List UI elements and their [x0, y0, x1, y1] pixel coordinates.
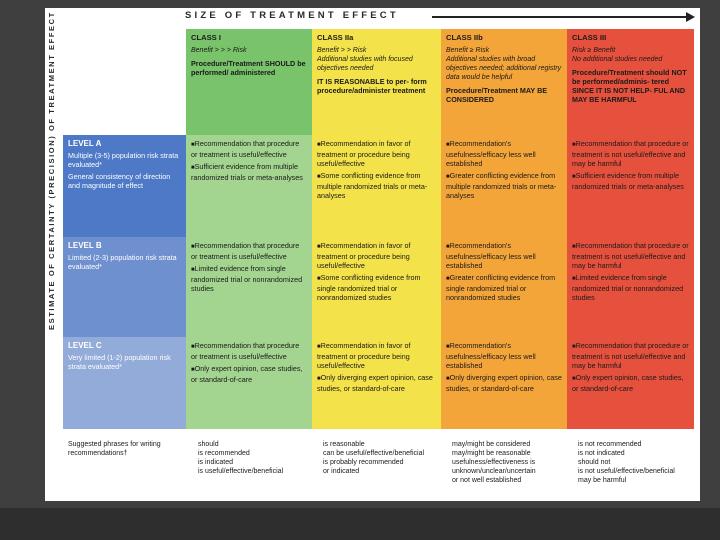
phrase: should not — [578, 459, 611, 466]
level-c-header — [63, 337, 186, 429]
class-name: CLASS IIa — [317, 33, 354, 42]
cell-c-class-iii — [567, 337, 694, 429]
cell-bullet: ■ Recommendation that procedure or treatment is not useful/effective and may be harmful — [572, 341, 689, 370]
cell-c-class-i — [186, 337, 312, 429]
class-recommendation: Procedure/Treatment MAY BE CONSIDERED — [446, 86, 548, 104]
class-iia-header — [312, 29, 441, 135]
class-name: CLASS I — [191, 33, 221, 42]
class-studies: Additional studies with broad objectives needed; additional registry data would be helpful — [446, 56, 562, 81]
cell-bullet: ■ Recommendation in favor of treatment or procedure being useful/effective — [317, 341, 436, 370]
cell-a-class-iii — [567, 135, 694, 237]
cell-bullet: ■ Some conflicting evidence from multiple randomized trials or meta-analyses — [317, 171, 436, 200]
phrases-class-iia — [318, 436, 441, 496]
phrase: is reasonable — [323, 441, 365, 448]
class-benefit: Risk ≥ Benefit — [572, 47, 616, 54]
cell-bullet: ■ Limited evidence from single randomized trial or nonrandomized studies — [572, 273, 689, 302]
phrases-class-i — [193, 436, 312, 496]
phrase: is recommended — [198, 450, 250, 457]
cell-bullet: ■ Recommendation's usefulness/efficacy less well established — [446, 241, 562, 270]
phrase: should — [198, 441, 219, 448]
class-studies: No additional studies needed — [572, 56, 663, 63]
cell-bullet: ■ Recommendation in favor of treatment or procedure being useful/effective — [317, 139, 436, 168]
class-iib-header — [441, 29, 567, 135]
class-recommendation: Procedure/Treatment should NOT be performed/adminis- tered SINCE IT IS NOT HELP- FUL AND MAY BE HARMFUL — [572, 68, 687, 104]
slide-footer-band — [0, 508, 720, 540]
level-a-header — [63, 135, 186, 237]
level-desc2: General consistency of direction and magnitude of effect — [68, 172, 171, 190]
phrase: is not recommended — [578, 441, 642, 448]
class-benefit: Benefit ≥ Risk — [446, 47, 490, 54]
arrow-right-icon — [686, 12, 695, 22]
level-desc: Very limited (1-2) population risk strata evaluated* — [68, 353, 171, 371]
phrase: may/might be reasonable — [452, 450, 531, 457]
phrases-class-iib — [447, 436, 567, 500]
class-name: CLASS III — [572, 33, 607, 42]
class-i-header — [186, 29, 312, 135]
phrase: is indicated — [198, 459, 234, 466]
cell-bullet: ■ Greater conflicting evidence from multiple randomized trials or meta-analyses — [446, 171, 562, 200]
cell-bullet: ■ Recommendation that procedure or treatment is useful/effective — [191, 341, 307, 361]
level-desc: Limited (2-3) population risk strata evaluated* — [68, 253, 177, 271]
class-benefit: Benefit > > Risk — [317, 47, 367, 54]
phrase: may be harmful — [578, 477, 627, 484]
cell-bullet: ■ Recommendation that procedure or treatment is not useful/effective and may be harmful — [572, 241, 689, 270]
phrase: can be useful/effective/beneficial — [323, 450, 425, 457]
phrase: or not well established — [452, 477, 522, 484]
class-recommendation: IT IS REASONABLE to per- form procedure/administer treatment — [317, 77, 427, 95]
phrase: is useful/effective/beneficial — [198, 468, 284, 475]
class-benefit: Benefit > > > Risk — [191, 47, 247, 54]
cell-bullet: ■ Recommendation's usefulness/efficacy less well established — [446, 139, 562, 168]
phrase: is not useful/effective/beneficial — [578, 468, 675, 475]
cell-bullet: ■ Only expert opinion, case studies, or standard-of-care — [572, 373, 689, 393]
cell-bullet: ■ Recommendation that procedure or treatment is useful/effective — [191, 241, 307, 261]
cell-bullet: ■ Sufficient evidence from multiple randomized trials or meta-analyses — [191, 162, 307, 182]
phrases-class-iii — [573, 436, 694, 500]
header-title: SIZE OF TREATMENT EFFECT — [185, 10, 399, 21]
cell-a-class-iia — [312, 135, 441, 237]
phrase: unknown/unclear/uncertain — [452, 468, 536, 475]
cell-bullet: ■ Sufficient evidence from multiple randomized trials or meta-analyses — [572, 171, 689, 191]
cell-b-class-iia — [312, 237, 441, 337]
cell-bullet: ■ Limited evidence from single randomized trial or nonrandomized studies — [191, 264, 307, 293]
phrase: is probably recommended — [323, 459, 404, 466]
cell-bullet: ■ Only diverging expert opinion, case studies, or standard-of-care — [446, 373, 562, 393]
cell-bullet: ■ Only expert opinion, case studies, or standard-of-care — [191, 364, 307, 384]
cell-b-class-iii — [567, 237, 694, 337]
level-name: LEVEL A — [68, 139, 102, 148]
cell-a-class-i — [186, 135, 312, 237]
level-name: LEVEL C — [68, 341, 102, 350]
side-axis-title: ESTIMATE OF CERTAINTY (PRECISION) OF TREATMENT EFFECT — [47, 11, 56, 330]
cell-c-class-iib — [441, 337, 567, 429]
class-iii-header — [567, 29, 694, 135]
cell-bullet: ■ Some conflicting evidence from single randomized trial or nonrandomized studies — [317, 273, 436, 302]
cell-c-class-iia — [312, 337, 441, 429]
cell-bullet: ■ Recommendation in favor of treatment or procedure being useful/effective — [317, 241, 436, 270]
level-b-header — [63, 237, 186, 337]
cell-bullet: ■ Recommendation that procedure or treatment is useful/effective — [191, 139, 307, 159]
level-name: LEVEL B — [68, 241, 102, 250]
level-desc: Multiple (3-5) population risk strata evaluated* — [68, 151, 179, 169]
cell-b-class-iib — [441, 237, 567, 337]
cell-bullet: ■ Only diverging expert opinion, case studies, or standard-of-care — [317, 373, 436, 393]
class-studies: Additional studies with focused objectives needed — [317, 56, 413, 72]
header-arrow-line — [432, 16, 690, 18]
class-name: CLASS IIb — [446, 33, 483, 42]
phrase: is not indicated — [578, 450, 625, 457]
phrase: may/might be considered — [452, 441, 531, 448]
phrase: usefulness/effectiveness is — [452, 459, 536, 466]
phrase: or indicated — [323, 468, 360, 475]
cell-bullet: ■ Recommendation that procedure or treatment is not useful/effective and may be harmful — [572, 139, 689, 168]
cell-bullet: ■ Greater conflicting evidence from single randomized trial or nonrandomized studies — [446, 273, 562, 302]
phrases-label: Suggested phrases for writing recommendations† — [68, 441, 161, 457]
cell-b-class-i — [186, 237, 312, 337]
class-recommendation: Procedure/Treatment SHOULD be performed/ administered — [191, 59, 306, 77]
cell-bullet: ■ Recommendation's usefulness/efficacy less well established — [446, 341, 562, 370]
cell-a-class-iib — [441, 135, 567, 237]
